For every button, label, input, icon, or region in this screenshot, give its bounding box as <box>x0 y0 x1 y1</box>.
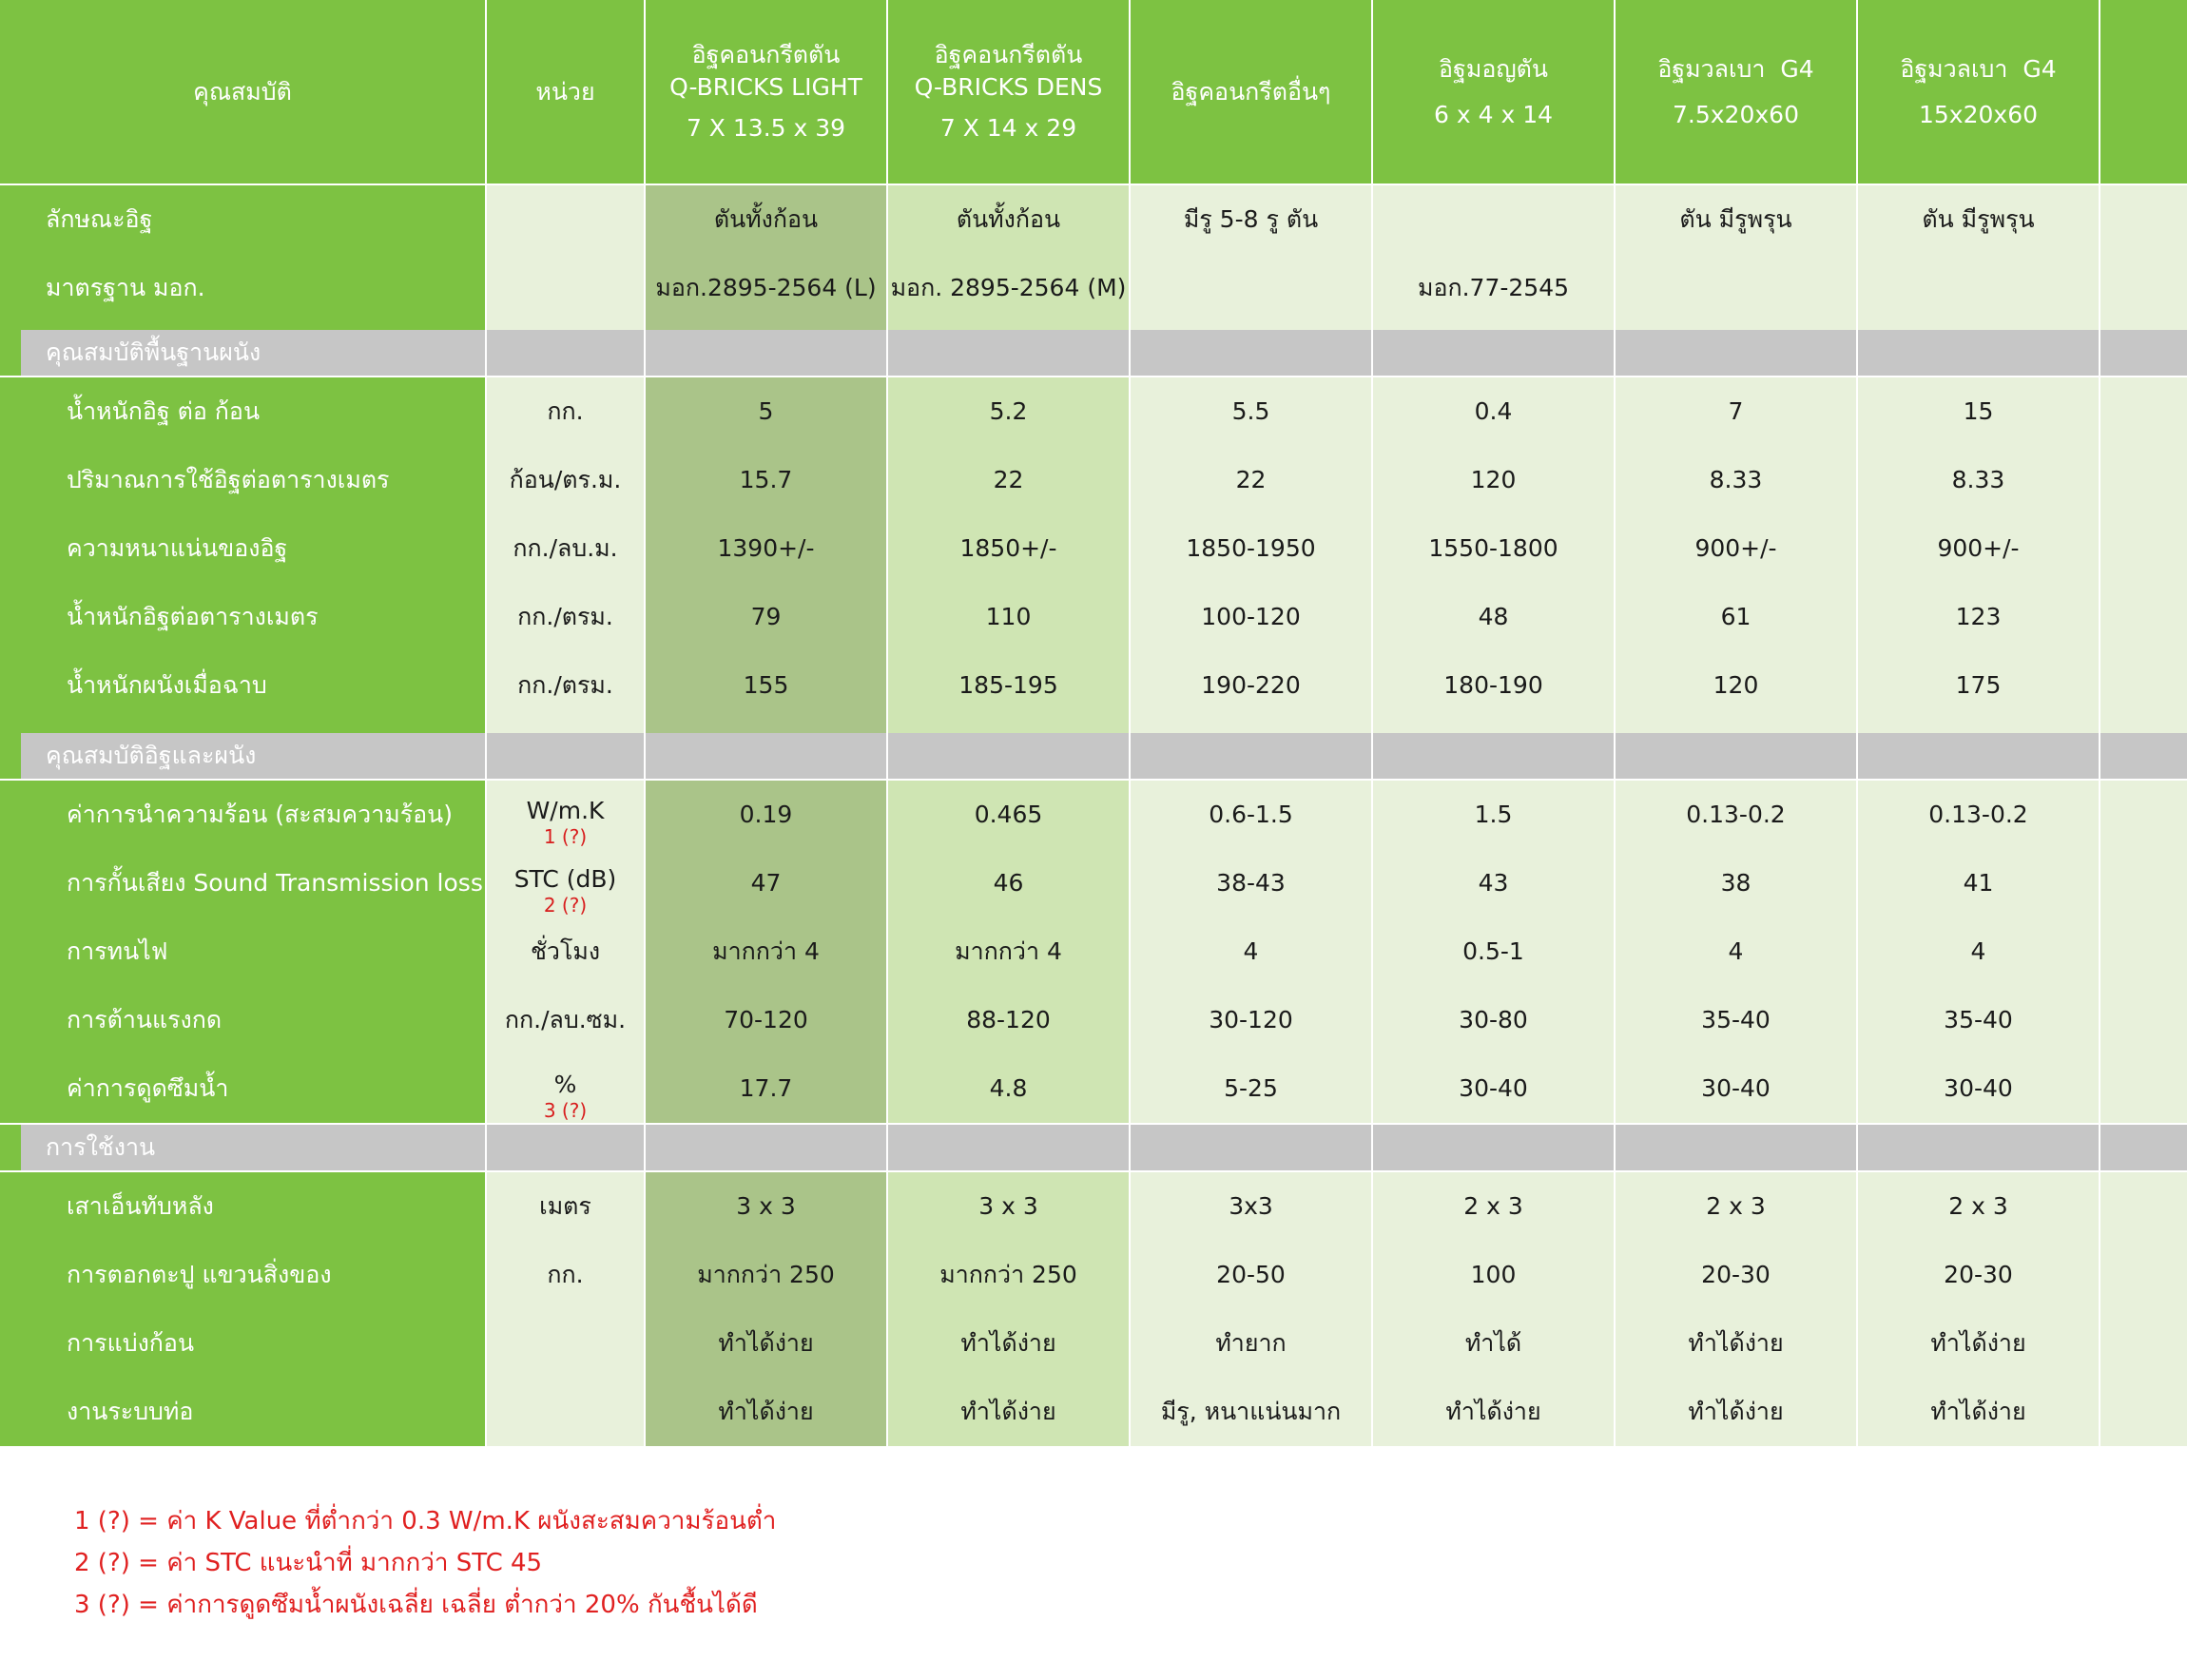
value-cell: 88-120 <box>888 986 1129 1054</box>
section-band <box>1616 330 1856 376</box>
row-unit <box>487 849 644 917</box>
value-cell: 5-25 <box>1131 1054 1371 1123</box>
value-cell: 0.19 <box>646 781 886 849</box>
section-band <box>2100 733 2187 779</box>
value-cell: 41 <box>1858 849 2099 917</box>
value-cell <box>1373 185 1614 254</box>
section-band <box>1131 1125 1371 1170</box>
gap <box>1616 720 1856 733</box>
value-cell <box>1858 254 2099 322</box>
section-band <box>888 1125 1129 1170</box>
value-cell: มากกว่า 4 <box>646 917 886 986</box>
value-cell: ทำได้ง่าย <box>1858 1378 2099 1446</box>
value-cell: 20-50 <box>1131 1241 1371 1309</box>
value-cell: 38 <box>1616 849 1856 917</box>
value-cell: 35-40 <box>1616 986 1856 1054</box>
row-label: ค่าการดูดซึมน้ำ <box>0 1054 485 1123</box>
value-cell: 61 <box>1616 583 1856 651</box>
label-gap <box>0 720 485 733</box>
value-cell: มีรู 5-8 รู ตัน <box>1131 185 1371 254</box>
section-band <box>1373 1125 1614 1170</box>
row-label: การตอกตะปู แขวนสิ่งของ <box>0 1241 485 1309</box>
value-cell: 0.6-1.5 <box>1131 781 1371 849</box>
value-cell: 123 <box>1858 583 2099 651</box>
section-edge <box>0 1125 21 1170</box>
value-cell: 79 <box>646 583 886 651</box>
row-label: ลักษณะอิฐ <box>0 185 485 254</box>
row-unit <box>487 986 644 1054</box>
note-ref: 3 (?) <box>543 1098 588 1122</box>
section-band <box>487 1125 644 1170</box>
value-cell: 155 <box>646 651 886 720</box>
header-line: 15x20x60 <box>1918 100 2039 128</box>
unit-text: เมตร <box>539 1192 591 1221</box>
value-cell: 4 <box>1131 917 1371 986</box>
value-cell: ตันทั้งก้อน <box>646 185 886 254</box>
header-empty <box>2100 0 2187 183</box>
value-cell: 120 <box>1373 446 1614 514</box>
header-line: อิฐมวลเบา G4 <box>1657 54 1814 83</box>
value-cell: 0.5-1 <box>1373 917 1614 986</box>
value-cell: 100 <box>1373 1241 1614 1309</box>
unit-text: W/m.K <box>526 797 605 825</box>
value-cell: 15.7 <box>646 446 886 514</box>
value-cell: 2 x 3 <box>1373 1172 1614 1241</box>
section-title: คุณสมบัติอิฐและผนัง <box>21 733 485 779</box>
value-cell: 5.2 <box>888 377 1129 446</box>
value-cell: 43 <box>1373 849 1614 917</box>
value-cell: ตัน มีรูพรุน <box>1858 185 2099 254</box>
gap <box>1373 720 1614 733</box>
value-cell: มอก.2895-2564 (L) <box>646 254 886 322</box>
header-column-1 <box>646 0 886 183</box>
section-edge <box>0 330 21 376</box>
header-column-5 <box>1616 0 1856 183</box>
row-unit <box>487 254 644 322</box>
gap <box>1131 720 1371 733</box>
value-cell <box>1616 254 1856 322</box>
section-band <box>1373 330 1614 376</box>
value-cell: ทำได้ง่าย <box>888 1309 1129 1378</box>
gap <box>487 322 644 330</box>
header-line: 7 X 13.5 x 39 <box>686 114 846 143</box>
value-cell: 30-40 <box>1858 1054 2099 1123</box>
empty-cell <box>2100 583 2187 651</box>
header-line: อิฐมอญตัน <box>1439 54 1548 83</box>
empty-cell <box>2100 849 2187 917</box>
header-column-6 <box>1858 0 2099 183</box>
header-line: อิฐมวลเบา G4 <box>1900 54 2057 83</box>
value-cell: 180-190 <box>1373 651 1614 720</box>
unit-text: STC (dB) <box>513 865 617 894</box>
value-cell: 4 <box>1616 917 1856 986</box>
value-cell: 30-80 <box>1373 986 1614 1054</box>
value-cell: 22 <box>1131 446 1371 514</box>
section-band <box>1616 1125 1856 1170</box>
value-cell: มากกว่า 250 <box>646 1241 886 1309</box>
section-band <box>646 330 886 376</box>
gap <box>1373 322 1614 330</box>
value-cell: 0.13-0.2 <box>1616 781 1856 849</box>
row-unit <box>487 377 644 446</box>
value-cell: 1550-1800 <box>1373 514 1614 583</box>
header-line: Q-BRICKS LIGHT <box>669 72 862 101</box>
value-cell: 48 <box>1373 583 1614 651</box>
header-line: อิฐคอนกรีตอื่นๆ <box>1171 77 1331 106</box>
value-cell: 35-40 <box>1858 986 2099 1054</box>
value-cell: 0.465 <box>888 781 1129 849</box>
row-unit <box>487 917 644 986</box>
section-band <box>1858 330 2099 376</box>
value-cell: ตันทั้งก้อน <box>888 185 1129 254</box>
value-cell: 3 x 3 <box>888 1172 1129 1241</box>
value-cell: 4.8 <box>888 1054 1129 1123</box>
empty-cell <box>2100 514 2187 583</box>
footnote: 3 (?) = ค่าการดูดซึมน้ำผนังเฉลี่ย เฉลี่ย ต่ำกว่า 20% กันชื้นได้ดี <box>74 1591 758 1619</box>
value-cell: 1390+/- <box>646 514 886 583</box>
header-line: อิฐคอนกรีตตัน <box>934 40 1083 68</box>
note-ref: 2 (?) <box>543 893 588 917</box>
value-cell: 0.13-0.2 <box>1858 781 2099 849</box>
empty-cell <box>2100 1378 2187 1446</box>
gap <box>487 720 644 733</box>
section-band <box>1373 733 1614 779</box>
value-cell: 20-30 <box>1858 1241 2099 1309</box>
empty-cell <box>2100 254 2187 322</box>
row-unit <box>487 781 644 849</box>
value-cell: ทำได้ง่าย <box>646 1378 886 1446</box>
empty-cell <box>2100 1309 2187 1378</box>
section-title: คุณสมบัติพื้นฐานผนัง <box>21 330 485 376</box>
value-cell: 17.7 <box>646 1054 886 1123</box>
footnote: 2 (?) = ค่า STC แนะนำที่ มากกว่า STC 45 <box>74 1549 543 1577</box>
empty-cell <box>2100 446 2187 514</box>
unit-text: กก./ลบ.ม. <box>513 534 618 563</box>
header-column-2 <box>888 0 1129 183</box>
row-label: น้ำหนักอิฐต่อตารางเมตร <box>0 583 485 651</box>
row-label: ค่าการนำความร้อน (สะสมความร้อน) <box>0 781 485 849</box>
value-cell: 8.33 <box>1858 446 2099 514</box>
value-cell: 900+/- <box>1616 514 1856 583</box>
row-unit <box>487 446 644 514</box>
header-line: อิฐคอนกรีตตัน <box>691 40 841 68</box>
empty-cell <box>2100 1054 2187 1123</box>
gap <box>888 322 1129 330</box>
section-edge <box>0 733 21 779</box>
value-cell: 1.5 <box>1373 781 1614 849</box>
unit-text: กก./ตรม. <box>517 603 613 631</box>
value-cell: ตัน มีรูพรุน <box>1616 185 1856 254</box>
empty-cell <box>2100 651 2187 720</box>
section-band <box>888 733 1129 779</box>
value-cell: 5.5 <box>1131 377 1371 446</box>
unit-text: % <box>553 1071 577 1099</box>
empty-cell <box>2100 1241 2187 1309</box>
header-line: 6 x 4 x 14 <box>1434 100 1553 128</box>
header-column-3 <box>1131 0 1371 183</box>
gap <box>1858 322 2099 330</box>
row-label: ความหนาแน่นของอิฐ <box>0 514 485 583</box>
row-label: น้ำหนักผนังเมื่อฉาบ <box>0 651 485 720</box>
gap <box>1131 322 1371 330</box>
unit-text: ชั่วโมง <box>530 937 601 966</box>
label-gap <box>0 322 485 330</box>
value-cell: 5 <box>646 377 886 446</box>
value-cell: ทำได้ง่าย <box>1858 1309 2099 1378</box>
value-cell: 22 <box>888 446 1129 514</box>
row-label: การต้านแรงกด <box>0 986 485 1054</box>
unit-text: กก. <box>547 1261 584 1289</box>
value-cell: 7 <box>1616 377 1856 446</box>
value-cell: 110 <box>888 583 1129 651</box>
value-cell: 2 x 3 <box>1616 1172 1856 1241</box>
row-label: เสาเอ็นทับหลัง <box>0 1172 485 1241</box>
header-property: คุณสมบัติ <box>0 0 485 183</box>
row-label: มาตรฐาน มอก. <box>0 254 485 322</box>
footnote: 1 (?) = ค่า K Value ที่ต่ำกว่า 0.3 W/m.K ผนังสะสมความร้อนต่ำ <box>74 1507 777 1535</box>
value-cell: ทำได้ง่าย <box>1616 1309 1856 1378</box>
value-cell: ทำได้ <box>1373 1309 1614 1378</box>
footnotes <box>74 1500 776 1626</box>
empty-cell <box>2100 917 2187 986</box>
gap <box>2100 720 2187 733</box>
value-cell: 3x3 <box>1131 1172 1371 1241</box>
value-cell: 38-43 <box>1131 849 1371 917</box>
value-cell: 185-195 <box>888 651 1129 720</box>
value-cell: 1850+/- <box>888 514 1129 583</box>
value-cell: 900+/- <box>1858 514 2099 583</box>
gap <box>646 720 886 733</box>
header-line: 7 X 14 x 29 <box>939 114 1077 143</box>
section-band <box>1131 330 1371 376</box>
section-band <box>2100 330 2187 376</box>
value-cell <box>1131 254 1371 322</box>
note-ref: 1 (?) <box>543 824 588 848</box>
row-unit <box>487 651 644 720</box>
value-cell: มากกว่า 4 <box>888 917 1129 986</box>
value-cell: ทำได้ง่าย <box>1616 1378 1856 1446</box>
value-cell: 1850-1950 <box>1131 514 1371 583</box>
value-cell: ทำได้ง่าย <box>1373 1378 1614 1446</box>
header-column-4 <box>1373 0 1614 183</box>
gap <box>1858 720 2099 733</box>
value-cell: 175 <box>1858 651 2099 720</box>
section-band <box>646 1125 886 1170</box>
row-unit <box>487 1172 644 1241</box>
value-cell: 47 <box>646 849 886 917</box>
unit-text: ก้อน/ตร.ม. <box>509 466 622 494</box>
value-cell: ทำยาก <box>1131 1309 1371 1378</box>
row-unit <box>487 1309 644 1378</box>
value-cell: 70-120 <box>646 986 886 1054</box>
row-unit <box>487 514 644 583</box>
empty-cell <box>2100 377 2187 446</box>
header-line: 7.5x20x60 <box>1673 100 1799 128</box>
gap <box>1616 322 1856 330</box>
value-cell: ทำได้ง่าย <box>888 1378 1129 1446</box>
section-band <box>1858 1125 2099 1170</box>
value-cell: 30-40 <box>1373 1054 1614 1123</box>
empty-cell <box>2100 986 2187 1054</box>
value-cell: 46 <box>888 849 1129 917</box>
header-line: Q-BRICKS DENS <box>914 72 1103 101</box>
row-label: การทนไฟ <box>0 917 485 986</box>
empty-cell <box>2100 1172 2187 1241</box>
empty-cell <box>2100 185 2187 254</box>
section-band <box>1616 733 1856 779</box>
gap <box>646 322 886 330</box>
value-cell: ทำได้ง่าย <box>646 1309 886 1378</box>
value-cell: 3 x 3 <box>646 1172 886 1241</box>
value-cell: 120 <box>1616 651 1856 720</box>
gap <box>888 720 1129 733</box>
value-cell: 190-220 <box>1131 651 1371 720</box>
row-label: งานระบบท่อ <box>0 1378 485 1446</box>
value-cell: 20-30 <box>1616 1241 1856 1309</box>
section-band <box>888 330 1129 376</box>
value-cell: 100-120 <box>1131 583 1371 651</box>
row-label: การกั้นเสียง Sound Transmission loss <box>0 849 485 917</box>
unit-text: กก. <box>547 397 584 426</box>
gap <box>2100 322 2187 330</box>
section-band <box>646 733 886 779</box>
value-cell: 8.33 <box>1616 446 1856 514</box>
value-cell: มากกว่า 250 <box>888 1241 1129 1309</box>
section-title: การใช้งาน <box>21 1125 485 1170</box>
section-band <box>1131 733 1371 779</box>
value-cell: มีรู, หนาแน่นมาก <box>1131 1378 1371 1446</box>
row-unit <box>487 583 644 651</box>
row-label: การแบ่งก้อน <box>0 1309 485 1378</box>
section-band <box>1858 733 2099 779</box>
value-cell: 30-40 <box>1616 1054 1856 1123</box>
section-band <box>2100 1125 2187 1170</box>
value-cell: 15 <box>1858 377 2099 446</box>
value-cell: 30-120 <box>1131 986 1371 1054</box>
section-band <box>487 330 644 376</box>
row-unit <box>487 1378 644 1446</box>
unit-text: กก./ตรม. <box>517 671 613 700</box>
value-cell: มอก. 2895-2564 (M) <box>888 254 1129 322</box>
value-cell: 0.4 <box>1373 377 1614 446</box>
value-cell: 4 <box>1858 917 2099 986</box>
row-unit <box>487 185 644 254</box>
section-band <box>487 733 644 779</box>
row-unit <box>487 1241 644 1309</box>
value-cell: 2 x 3 <box>1858 1172 2099 1241</box>
empty-cell <box>2100 781 2187 849</box>
row-label: น้ำหนักอิฐ ต่อ ก้อน <box>0 377 485 446</box>
unit-text: กก./ลบ.ซม. <box>504 1006 627 1034</box>
row-label: ปริมาณการใช้อิฐต่อตารางเมตร <box>0 446 485 514</box>
row-unit <box>487 1054 644 1123</box>
header-unit: หน่วย <box>487 0 644 183</box>
value-cell: มอก.77-2545 <box>1373 254 1614 322</box>
